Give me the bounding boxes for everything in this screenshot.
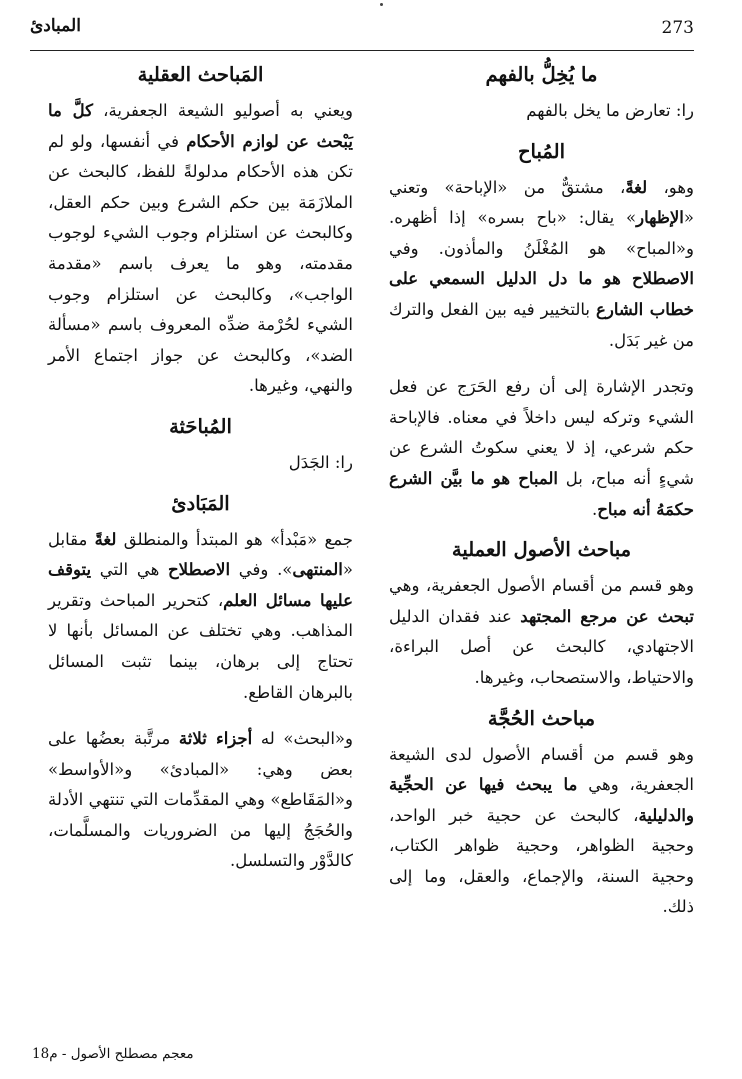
cross-reference: را: الجَدَل	[288, 452, 353, 472]
entry-title: مباحث الحُجَّة	[487, 706, 596, 730]
entry-title: المُباحَثة	[169, 414, 232, 438]
text: .	[592, 499, 598, 519]
bold-term: الاصطلاح	[168, 560, 231, 580]
text: وتجدر الإشارة إلى أن رفع الحَرَج عن فعل الشيء وتركه ليس داخلاً في معناه. فالإباحة حكم شرعي، إذ لا يعني سكوتُ الشرع عن شيءٍ أنه مباح، بل	[389, 377, 694, 488]
entry-title: ما يُخِلُّ بالفهم	[485, 63, 598, 86]
entry-title: المُباح	[517, 139, 566, 163]
text: مقابل «	[48, 529, 353, 580]
text: » يقال: «باح بسره» إذا أظهره. و«المباح» هو المُغْلَنُ والمأذون. وفي	[389, 208, 694, 258]
paragraph	[389, 740, 694, 924]
bold-term: أجزاء ثلاثة	[178, 729, 253, 749]
text: وهو،	[647, 177, 694, 197]
bold-term: المباح هو ما بيَّن الشرع حكمَهُ أنه مباح	[389, 468, 694, 519]
entry-title: المَباحث العقلية	[137, 63, 264, 86]
text: وهو قسم من أقسام الأصول لدى الشيعة الجعفرية، وهي	[389, 744, 694, 795]
entry-mabadi	[48, 489, 353, 878]
bold-term: كلَّ ما يَبْحث عن لوازم الأحكام	[48, 101, 353, 151]
bold-term: المنتهى	[292, 560, 343, 580]
entry-mabahith-aqliyya	[48, 60, 353, 402]
text: هي التي	[91, 560, 168, 580]
entry-mabahith-amaliyya	[389, 535, 694, 693]
text: ». وفي	[230, 560, 293, 580]
paragraph	[48, 724, 353, 877]
text: وهو قسم من أقسام الأصول الجعفرية، وهي	[389, 576, 694, 596]
entry-title: المَبَادئ	[171, 491, 230, 515]
bold-term: يتوقف عليها مسائل العلم	[48, 560, 353, 610]
cross-reference: را: تعارض ما يخل بالفهم	[526, 101, 694, 120]
ink-speck	[380, 3, 383, 6]
text: و«البحث» له	[252, 729, 353, 749]
bold-term: لغةً	[625, 177, 648, 197]
text: ، مشتقٌّ من «الإباحة» وتعني «	[389, 177, 694, 228]
paragraph	[48, 96, 353, 402]
text: ويعني به أصوليو الشيعة الجعفرية،	[92, 101, 353, 120]
paragraph	[48, 525, 353, 709]
bold-term: ما يبحث فيها عن الحجِّية والدليلية	[389, 775, 694, 825]
text: عند فقدان الدليل الاجتهادي، كالبحث عن أصل البراءة، والاحتياط، والاستصحاب، وغيرها.	[389, 606, 694, 687]
page-header	[30, 14, 694, 51]
bold-term: لغةً	[94, 529, 117, 549]
text: مرتَّبة بعضُها على بعض وهي: «المبادئ» و«الأواسط» و«المَقَاطع» وهي المقدِّمات التي تنتهي الأدلة والحُجَجُ إليها من الضروريات والمسلَّمات، كالدَّوْر والتسلسل.	[48, 729, 353, 871]
entry-mubahatha	[48, 412, 353, 479]
text: ، كالبحث عن حجية خبر الواحد، وحجية الظواهر، وحجية ظواهر الكتاب، وحجية السنة، والإجماع، والعقل، وما إلى ذلك.	[389, 805, 694, 917]
entry-mubah	[389, 137, 694, 526]
page-footer: معجم مصطلح الأصول - م18	[32, 1046, 194, 1062]
text: ، كتحرير المباحث وتقرير المذاهب. وهي تختلف عن المسائل بأنها لا تحتاج إلى برهان، بينما تثبت المسائل بالبرهان القاطع.	[48, 590, 353, 702]
text: جمع «مَبْدأ» هو المبتدأ والمنطلق	[116, 529, 353, 549]
entry-ma-yukhill	[389, 60, 694, 127]
right-column	[389, 60, 694, 933]
entry-mabahith-hujja	[389, 704, 694, 924]
left-column	[48, 60, 353, 887]
paragraph	[389, 571, 694, 693]
bold-term: الاصطلاح هو ما دل الدليل السمعي على خطاب الشارع	[389, 269, 694, 319]
paragraph	[389, 372, 694, 525]
bold-term: تبحث عن مرجع المجتهد	[520, 606, 694, 626]
text: في أنفسها، ولو لم تكن هذه الأحكام مدلولةً للفظ، كالبحث عن الملازَمَة بين حكم الشرع وبين حكم العقل، وكالبحث عن استلزام وجوب الشيء لوجوب مقدمته، وهو ما يعرف باسم «مقدمة الواجب»، وكالبحث عن استلزام وجوب الشيء لحُرْمة ضدِّه المعروف باسم «مسألة الضد»، وكالبحث عن جواز اجتماع الأمر والنهي، وغيرها.	[48, 131, 353, 396]
paragraph	[389, 173, 694, 357]
running-head: المبادئ	[30, 16, 81, 36]
page-number: 273	[661, 18, 694, 38]
entry-title: مباحث الأصول العملية	[451, 538, 632, 562]
bold-term: الإظهار	[636, 208, 684, 228]
text: بالتخيير فيه بين الفعل والترك من غير بَدَل.	[389, 299, 694, 350]
